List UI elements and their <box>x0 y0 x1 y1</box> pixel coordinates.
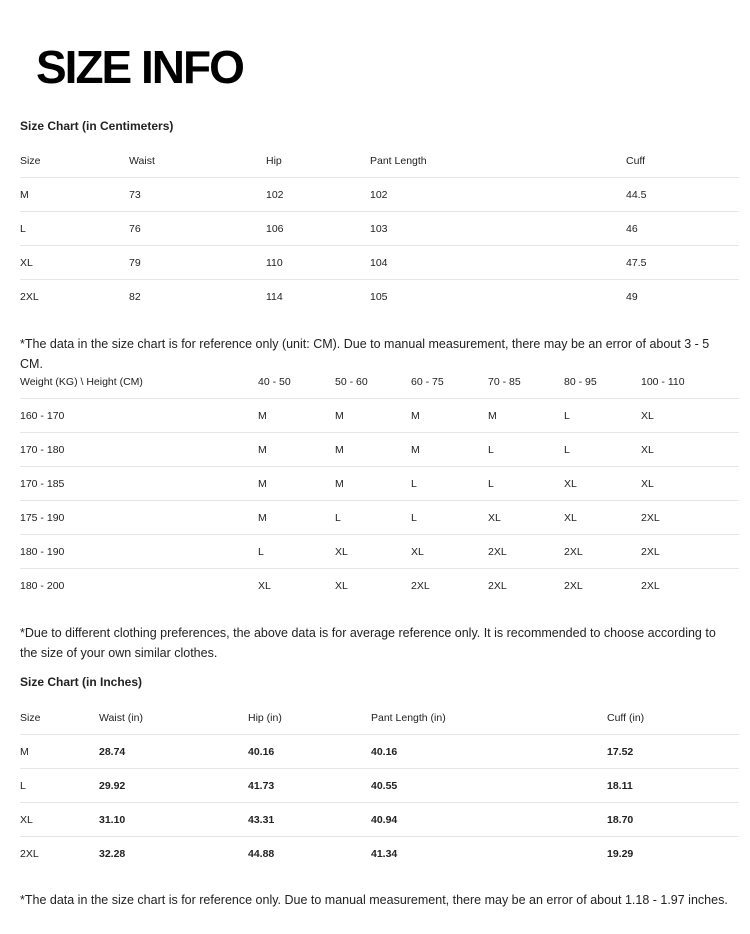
column-header: Hip <box>266 144 370 178</box>
column-header: Waist (in) <box>99 701 248 735</box>
table-cell: XL <box>564 467 641 501</box>
table-cell: XL <box>488 501 564 535</box>
table-cell: M <box>258 433 335 467</box>
table-header-row <box>20 144 739 178</box>
column-header: Waist <box>129 144 266 178</box>
table-cell: 19.29 <box>607 847 634 860</box>
table-cell: 47.5 <box>626 246 739 280</box>
table-cell: 44.88 <box>248 847 275 860</box>
table-cell: 2XL <box>564 535 641 569</box>
table-cell: 17.52 <box>607 735 739 769</box>
table-cell: 40.94 <box>371 803 607 837</box>
table-cell: M <box>411 399 488 433</box>
fit-chart-note: *Due to different clothing preferences, the above data is for average reference only. It is recommended to choose according to the size of your own similar clothes. <box>20 626 716 660</box>
table-row <box>20 501 739 535</box>
column-header: 40 - 50 <box>258 365 335 399</box>
table-cell: 2XL <box>411 579 430 592</box>
table-row <box>20 837 739 871</box>
table-cell: 105 <box>370 290 388 303</box>
table-cell: XL <box>641 433 739 467</box>
table-cell: L <box>258 535 335 569</box>
table-cell: M <box>20 735 99 769</box>
table-cell: XL <box>20 246 129 280</box>
column-header: 50 - 60 <box>335 365 411 399</box>
table-cell: XL <box>258 579 271 592</box>
table-cell: 2XL <box>564 579 583 592</box>
column-header: Hip (in) <box>248 701 371 735</box>
column-header: Weight (KG) \ Height (CM) <box>20 365 258 399</box>
table-cell: 76 <box>129 212 266 246</box>
table-cell: 170 - 185 <box>20 467 258 501</box>
table-cell: 102 <box>370 178 626 212</box>
table-row <box>20 467 739 501</box>
table-row <box>20 433 739 467</box>
column-header: Pant Length <box>370 144 626 178</box>
table-cell: L <box>411 501 488 535</box>
fit-recommendation-table <box>20 365 739 602</box>
table-cell: XL <box>20 803 99 837</box>
table-cell: L <box>564 433 641 467</box>
table-cell: 32.28 <box>99 847 126 860</box>
table-cell: M <box>258 399 335 433</box>
table-cell: 79 <box>129 246 266 280</box>
column-header: Pant Length (in) <box>371 701 607 735</box>
table-cell: 110 <box>266 246 370 280</box>
table-cell: XL <box>411 535 488 569</box>
table-cell: M <box>20 178 129 212</box>
table-cell: 29.92 <box>99 769 248 803</box>
inch-size-table <box>20 701 739 870</box>
table-cell: 104 <box>370 246 626 280</box>
table-cell: L <box>411 467 488 501</box>
table-row <box>20 178 739 212</box>
table-row <box>20 280 739 314</box>
cm-chart-note: *The data in the size chart is for reference only (unit: CM). Due to manual measurement, there may be an error of about 3 - 5 CM. <box>20 337 710 371</box>
table-row <box>20 803 739 837</box>
table-cell: 44.5 <box>626 178 739 212</box>
table-row <box>20 246 739 280</box>
table-row <box>20 569 739 603</box>
table-cell: 40.16 <box>371 735 607 769</box>
table-row <box>20 399 739 433</box>
column-header: Cuff (in) <box>607 701 739 735</box>
table-cell: 2XL <box>641 579 660 592</box>
table-cell: 40.16 <box>248 735 371 769</box>
column-header: 60 - 75 <box>411 365 488 399</box>
table-cell: L <box>20 769 99 803</box>
table-cell: 2XL <box>641 501 739 535</box>
table-header-row <box>20 365 739 399</box>
column-header: 70 - 85 <box>488 365 564 399</box>
table-cell: M <box>488 399 564 433</box>
table-row <box>20 769 739 803</box>
inch-chart-heading: Size Chart (in Inches) <box>20 675 143 689</box>
table-cell: 180 - 190 <box>20 535 258 569</box>
table-cell: L <box>564 399 641 433</box>
table-cell: 114 <box>266 290 283 303</box>
table-cell: 46 <box>626 212 739 246</box>
table-cell: L <box>20 212 129 246</box>
column-header: Size <box>20 701 99 735</box>
table-row <box>20 212 739 246</box>
column-header: Size <box>20 144 129 178</box>
table-header-row <box>20 701 739 735</box>
table-cell: XL <box>564 501 641 535</box>
table-cell: M <box>258 501 335 535</box>
table-cell: 18.70 <box>607 803 739 837</box>
cm-size-table <box>20 144 739 313</box>
table-cell: 175 - 190 <box>20 501 258 535</box>
table-cell: 82 <box>129 290 141 303</box>
table-cell: M <box>335 433 411 467</box>
table-row <box>20 735 739 769</box>
table-cell: 43.31 <box>248 803 371 837</box>
inch-chart-note: *The data in the size chart is for reference only. Due to manual measurement, there may be an error of about 1.18 - 1.97 inches. <box>20 893 728 907</box>
table-cell: 41.73 <box>248 769 371 803</box>
table-cell: L <box>488 433 564 467</box>
table-cell: 31.10 <box>99 803 248 837</box>
table-cell: 49 <box>626 290 638 303</box>
table-cell: XL <box>641 467 739 501</box>
table-cell: 18.11 <box>607 769 739 803</box>
table-cell: M <box>335 399 411 433</box>
table-row <box>20 535 739 569</box>
table-cell: 102 <box>266 178 370 212</box>
table-cell: 2XL <box>641 535 739 569</box>
table-cell: L <box>335 501 411 535</box>
page-title: SIZE INFO <box>36 41 243 93</box>
table-cell: 170 - 180 <box>20 433 258 467</box>
table-cell: 41.34 <box>371 847 398 860</box>
table-cell: 28.74 <box>99 735 248 769</box>
table-cell: M <box>335 467 411 501</box>
table-cell: XL <box>641 399 739 433</box>
table-cell: M <box>411 433 488 467</box>
column-header: 80 - 95 <box>564 365 641 399</box>
table-cell: XL <box>335 535 411 569</box>
table-cell: XL <box>335 579 348 592</box>
table-cell: 180 - 200 <box>20 579 65 592</box>
table-cell: M <box>258 467 335 501</box>
table-cell: 2XL <box>488 535 564 569</box>
table-cell: 103 <box>370 212 626 246</box>
cm-chart-heading: Size Chart (in Centimeters) <box>20 119 174 133</box>
table-cell: 2XL <box>20 847 39 860</box>
table-cell: 106 <box>266 212 370 246</box>
table-cell: 73 <box>129 178 266 212</box>
column-header: 100 - 110 <box>641 365 739 399</box>
table-cell: L <box>488 467 564 501</box>
table-cell: 160 - 170 <box>20 399 258 433</box>
table-cell: 2XL <box>488 579 507 592</box>
column-header: Cuff <box>626 144 739 178</box>
table-cell: 40.55 <box>371 769 607 803</box>
table-cell: 2XL <box>20 290 39 303</box>
